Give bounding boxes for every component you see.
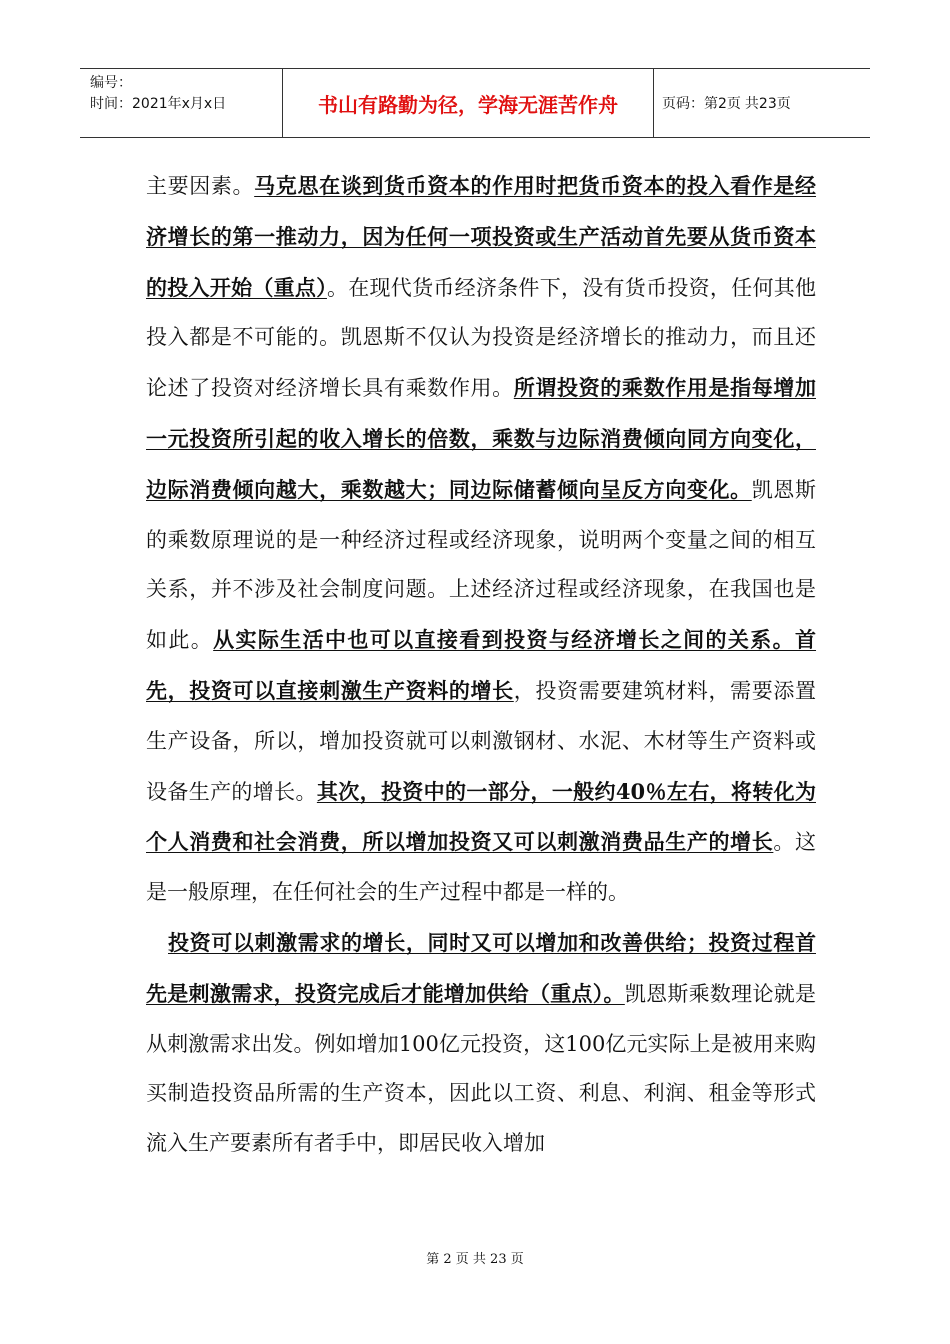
emphasized-text-run: 所谓投资的乘数作用是指每增加一元投资所引起的收入增长的倍数，乘数与边际消费倾向同方向变化，边际消费倾向越大，乘数越大；同边际储蓄倾向呈反方向变化。 xyxy=(146,375,816,502)
emphasized-text-run: 从实际生活中也可以直接看到投资与经济增长之间的关系。首先，投资可以直接刺激生产资料的增长 xyxy=(146,627,817,703)
text-run: 凯恩斯乘数理论就是从刺激需求出发。例如增加100亿元投资，这100亿元实际上是被用来购买制造投资品所需的生产资本，因此以工资、利息、利润、租金等形式流入生产要素所有者手中，即居民收入增加 xyxy=(146,981,817,1156)
text-run: 。这是一般原理，在任何社会的生产过程中都是一样的。 xyxy=(146,830,817,905)
header-page-info xyxy=(654,69,870,137)
emphasized-text-run: 马克思在谈到货币资本的作用时把货币资本的投入看作是经济增长的第一推动力，因为任何一项投资或生产活动首先要从货币资本的投入开始（重点） xyxy=(146,173,817,300)
text-run: 凯恩斯的乘数原理说的是一种经济过程或经济现象，说明两个变量之间的相互关系，并不涉及社会制度问题。上述经济过程或经济现象，在我国也是如此。 xyxy=(146,477,817,653)
text-run: 主要因素。 xyxy=(146,174,255,198)
paragraph-1 xyxy=(146,161,816,918)
paragraph-2 xyxy=(146,918,816,1169)
header-meta xyxy=(80,69,282,137)
header-page-number: 页码：第2页 xyxy=(662,96,741,112)
header-motto: 书山有路勤为径，学海无涯苦作舟 xyxy=(282,69,654,137)
document-time-label: 时间：2021年x月x日 xyxy=(90,96,227,112)
text-run: 。在现代货币经济条件下，没有货币投资，任何其他投入都是不可能的。凯恩斯不仅认为投资是经济增长的推动力，而且还论述了投资对经济增长具有乘数作用。 xyxy=(146,275,816,401)
emphasized-text-run: 其次，投资中的一部分，一般约40％左右，将转化为个人消费和社会消费，所以增加投资又可以刺激消费品生产的增长 xyxy=(146,778,816,855)
document-number-label: 编号： xyxy=(90,75,132,91)
page-footer: 第 2 页 共 23 页 xyxy=(426,1252,524,1267)
header-page-total: 共23页 xyxy=(744,96,791,112)
page-header xyxy=(80,68,870,138)
text-run: ，投资需要建筑材料，需要添置生产设备，所以，增加投资就可以刺激钢材、水泥、木材等生产资料或设备生产的增长。 xyxy=(146,678,816,804)
document-body xyxy=(146,161,816,1169)
emphasized-text-run: 投资可以刺激需求的增长，同时又可以增加和改善供给；投资过程首先是刺激需求，投资完成后才能增加供给（重点）。 xyxy=(146,929,816,1006)
